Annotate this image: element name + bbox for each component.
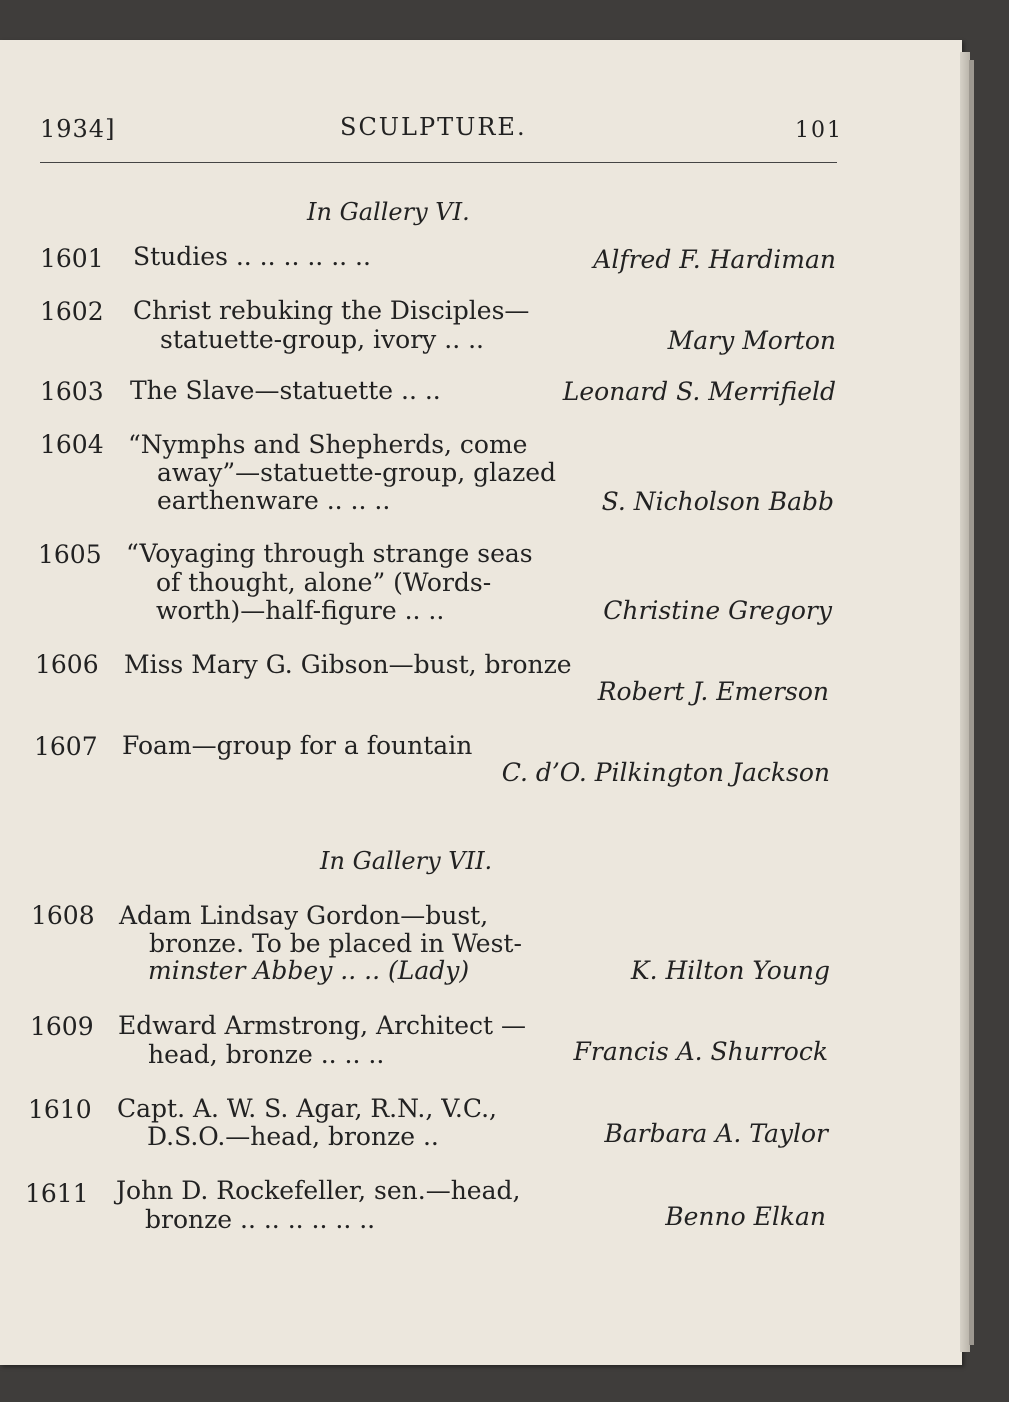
gallery-heading-vi: In Gallery VI. [307,198,470,226]
entry-title-cont: minster Abbey .. .. (Lady) [148,956,470,985]
entry-title: Miss Mary G. Gibson—bust, bronze [124,650,572,679]
entry-artist: Barbara A. Taylor [604,1119,828,1148]
entry-artist: C. d’O. Pilkington Jackson [501,758,830,787]
entry-artist: Mary Morton [667,326,836,355]
entry-artist: K. Hilton Young [630,956,830,985]
entry-title-cont: of thought, alone” (Words- [156,568,492,597]
page-edge-shadow [969,60,974,1345]
entry-artist: Robert J. Emerson [597,677,829,706]
entry-title-cont: away”—statuette-group, glazed [157,458,557,487]
entry-title: Edward Armstrong, Architect — [118,1011,526,1040]
entry-number: 1610 [28,1095,92,1124]
entry-title: Christ rebuking the Disciples— [133,296,530,325]
entry-title-cont: bronze. To be placed in West- [149,929,522,958]
entry-title-cont: D.S.O.—head, bronze .. [147,1122,439,1151]
entry-title: “Nymphs and Shepherds, come [128,430,528,459]
entry-title-cont: statuette-group, ivory .. .. [160,325,484,354]
entry-artist: Alfred F. Hardiman [593,245,836,274]
entry-title: Studies .. .. .. .. .. .. [133,242,371,271]
entry-title-cont: earthenware .. .. .. [157,486,391,515]
entry-number: 1601 [40,244,104,273]
entry-artist: Christine Gregory [603,596,832,625]
header-section-title: SCULPTURE. [340,113,527,141]
entry-title-cont: bronze .. .. .. .. .. .. [145,1205,376,1234]
entry-number: 1609 [30,1012,94,1041]
entry-title: Foam—group for a fountain [122,731,473,760]
entry-number: 1606 [35,650,99,679]
entry-title: John D. Rockefeller, sen.—head, [116,1176,521,1205]
entry-number: 1604 [40,430,104,459]
entry-title-cont: head, bronze .. .. .. [148,1040,385,1069]
entry-number: 1602 [40,297,104,326]
entry-title: “Voyaging through strange seas [126,539,533,568]
header-rule [40,162,837,163]
entry-number: 1603 [40,377,104,406]
entry-artist: S. Nicholson Babb [601,487,834,516]
header-year: 1934] [40,115,116,143]
entry-artist: Leonard S. Merrifield [562,377,836,406]
entry-title: Capt. A. W. S. Agar, R.N., V.C., [117,1094,497,1123]
entry-title: The Slave—statuette .. .. [130,376,441,405]
entry-number: 1608 [31,901,95,930]
header-page-number: 101 [795,118,843,143]
entry-number: 1605 [38,540,102,569]
entry-artist: Francis A. Shurrock [573,1037,828,1066]
gallery-heading-vii: In Gallery VII. [320,847,493,875]
entry-title: Adam Lindsay Gordon—bust, [119,901,489,930]
entry-artist: Benno Elkan [665,1202,826,1231]
entry-number: 1607 [34,732,98,761]
entry-number: 1611 [25,1179,89,1208]
entry-title-cont: worth)—half-figure .. .. [156,596,445,625]
